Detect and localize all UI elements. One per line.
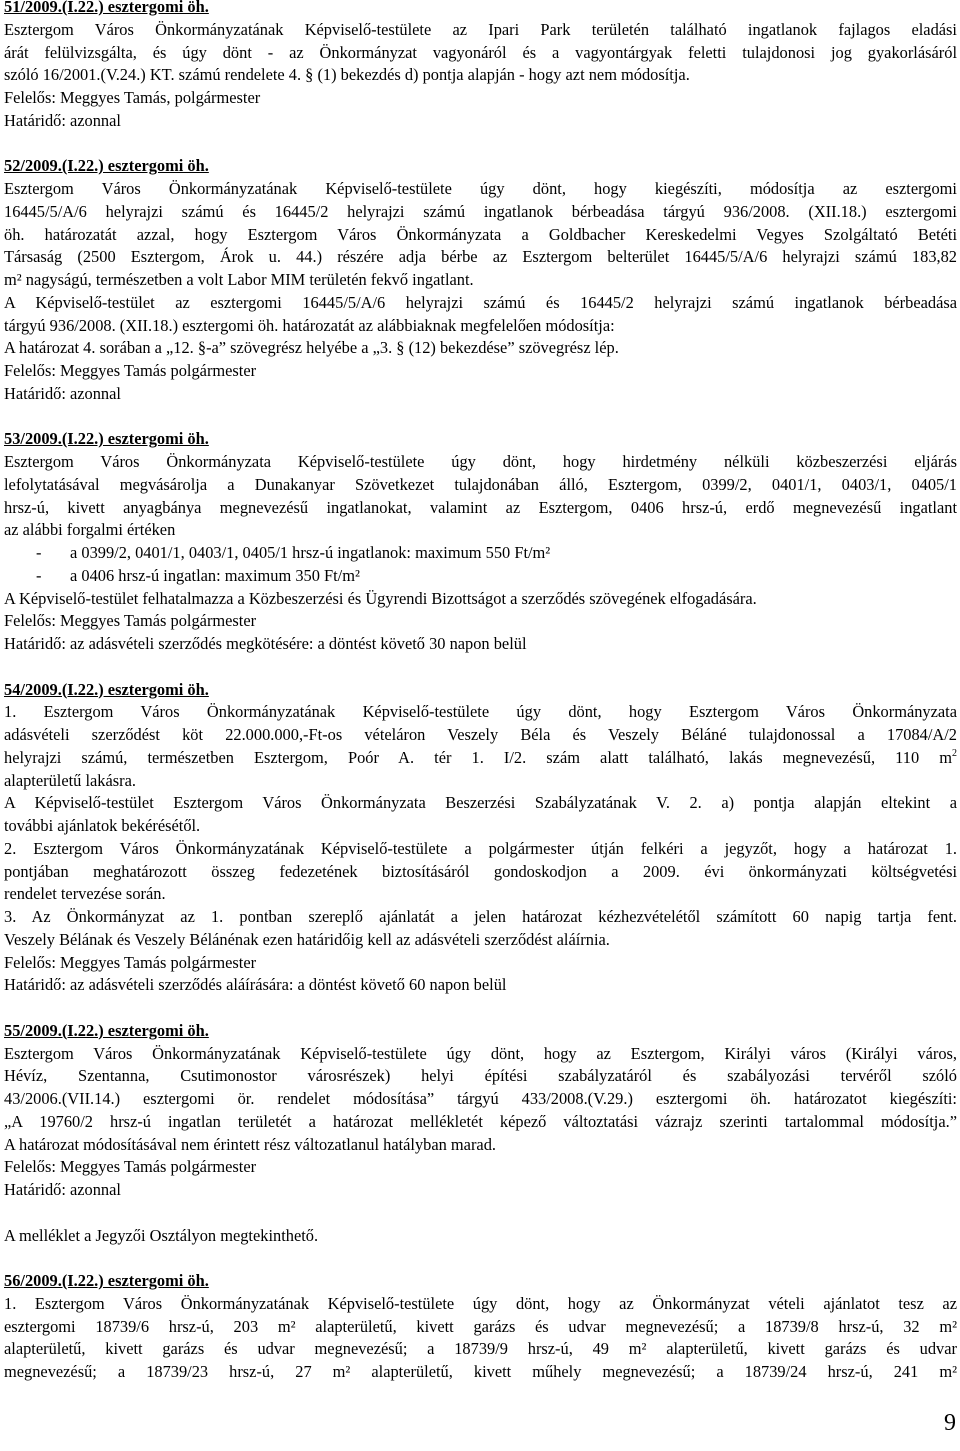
resolution-heading: 54/2009.(I.22.) esztergomi öh. [4,679,209,699]
text-line: Határidő: azonnal [4,383,121,403]
list-item [4,565,957,588]
text-line: adásvételi szerződést köt 22.000.000,-Ft-os vételáron Veszely Béla és Veszely Béláné tulajdonossal a 17084/A/2 [4,725,957,744]
text-line: „A 19760/2 hrsz-ú ingatlan területét a határozat mellékletét képező változtatási vázrajz szerinti tartalommal módosítja.” [4,1111,957,1131]
section-spacer [4,997,957,1020]
text-line: alapterületű, kivett garázs és udvar megnevezésű; a 18739/9 hrsz-ú, 49 m² alapterületű, kivett garázs és udvar [4,1339,957,1359]
text-line: megnevezésű; a 18739/23 hrsz-ú, 27 m² alapterületű, kivett műhely megnevezésű; a 18739/24 hrsz-ú, 241 m² [4,1362,957,1381]
text-line: pontjában meghatározott összeg fedezetének biztosításáról gondoskodjon a 2009. évi önkormányzati költségvetési [4,861,957,881]
list-item-text: a 0406 hrsz-ú ingatlan: maximum 350 Ft/m² [70,565,360,585]
text-line: árát felülvizsgálta, és úgy dönt - az Önkormányzat vagyonáról és a vagyontárgyak feletti tulajdonosi jog gyakorlásáról [4,42,957,62]
text-line: alapterületű lakásra. [4,770,136,790]
section-spacer [4,656,957,679]
text-line: Felelős: Meggyes Tamás polgármester [4,611,257,631]
text-line: Felelős: Meggyes Tamás polgármester [4,361,257,380]
text-line: A Képviselő-testület Esztergom Város Önkormányzata Beszerzési Szabályzatának V. 2. a) pontja alapján eltekint a [4,793,957,813]
text-line: Társaság (2500 Esztergom, Árok u. 44.) részére adja bérbe az Esztergom belterület 16445/5/A/6 helyrajzi számú 183,82 [4,247,957,267]
resolution-heading: 51/2009.(I.22.) esztergomi öh. [4,0,209,16]
text-line: lefolytatásával megvásárolja a Dunakanyar Szövetkezet tulajdonában álló, Esztergom, 0399/2, 0401/1, 0403/1, 0405/1 [4,474,957,494]
text-line: Felelős: Meggyes Tamás, polgármester [4,88,261,107]
text-line: 43/2006.(VII.14.) esztergomi ör. rendelet módosítása” tárgyú 433/2008.(V.29.) esztergomi öh. határozatot kiegészíti: [4,1089,957,1108]
list-item-text: a 0399/2, 0401/1, 0403/1, 0405/1 hrsz-ú ingatlanok: maximum 550 Ft/m² [70,543,551,562]
section-spacer [4,406,957,429]
text-line: Esztergom Város Önkormányzatának Képviselő-testülete úgy dönt, hogy az Esztergom, Királyi város (Királyi város, [4,1043,957,1063]
text-line: Hévíz, Szentanna, Csutimonostor városrészek) helyi építési szabályzatáról és szabályozási tervéről szóló [4,1066,957,1086]
text-line: Határidő: az adásvételi szerződés aláírására: a döntést követő 60 napon belül [4,975,507,995]
resolution-heading: 55/2009.(I.22.) esztergomi öh. [4,1020,209,1040]
text-line: 1. Esztergom Város Önkormányzatának Képviselő-testülete úgy dönt, hogy Esztergom Város Önkormányzata [4,702,957,722]
list-dash: - [36,565,42,585]
section-spacer [4,1247,957,1270]
resolution-heading: 56/2009.(I.22.) esztergomi öh. [4,1271,209,1290]
text-line: A Képviselő-testület felhatalmazza a Közbeszerzési és Ügyrendi Bizottságot a szerződés szövegének elfogadására. [4,588,757,608]
document-page [4,0,957,1384]
text-line: Határidő: az adásvételi szerződés megkötésére: a döntést követő 30 napon belül [4,634,527,653]
list-dash: - [36,543,42,562]
section-spacer [4,133,957,156]
text-line: öh. határozatát azzal, hogy Esztergom Város Önkormányzata a Goldbacher Kereskedelmi Vegyes Szolgáltató Betéti [4,224,957,244]
text-line: A melléklet a Jegyzői Osztályon megtekinthető. [4,1225,319,1245]
text-line: A Képviselő-testület az esztergomi 16445/5/A/6 helyrajzi számú és 16445/2 helyrajzi számú ingatlanok bérbeadása [4,292,957,312]
text-line: tárgyú 936/2008. (XII.18.) esztergomi öh. határozatát az alábbiaknak megfelelően módosítja: [4,315,615,335]
text-line: az alábbi forgalmi értéken [4,520,176,540]
text-line: m² nagyságú, természetben a volt Labor MIM területén fekvő ingatlant. [4,270,474,289]
list-item [4,542,957,565]
blank-line [4,1202,957,1225]
text-line: Esztergom Város Önkormányzatának Képviselő-testülete az Ipari Park területén található ingatlanok fajlagos eladási [4,19,957,39]
text-line: Felelős: Meggyes Tamás polgármester [4,952,257,972]
text-line: Határidő: azonnal [4,1180,121,1199]
text-line: rendelet tervezése során. [4,884,166,904]
text-line: Esztergom Város Önkormányzatának Képviselő-testülete úgy dönt, hogy kiegészíti, módosítja az esztergomi [4,179,957,198]
resolution-heading: 52/2009.(I.22.) esztergomi öh. [4,156,209,176]
line-text: helyrajzi számú, természetben Esztergom, Poór A. tér 1. I/2. szám alatt található, lakás megnevezésű, 110 m [4,747,952,767]
text-line: Felelős: Meggyes Tamás polgármester [4,1157,257,1177]
text-line: további ajánlatok bekérésétől. [4,816,201,835]
text-line: 1. Esztergom Város Önkormányzatának Képviselő-testülete úgy dönt, hogy az Önkormányzat vételi ajánlatot tesz az [4,1293,957,1313]
page-number: 9 [944,1410,956,1436]
text-line: 16445/5/A/6 helyrajzi számú és 16445/2 helyrajzi számú ingatlanok bérbeadása tárgyú 936/2008. (XII.18.) esztergomi [4,201,957,221]
text-line: szóló 16/2001.(V.24.) KT. számú rendelete 4. § (1) bekezdés d) pontja alapján - hogy azt nem módosítja. [4,65,690,85]
text-line [4,747,957,770]
text-line: hrsz-ú, kivett anyagbánya megnevezésű ingatlanokat, valamint az Esztergom, 0406 hrsz-ú, erdő megnevezésű ingatlant [4,497,957,517]
text-line: Veszely Bélának és Veszely Bélánénak ezen határidőig kell az adásvételi szerződést aláírnia. [4,929,610,949]
text-line: esztergomi 18739/6 hrsz-ú, 203 m² alapterületű, kivett garázs és udvar megnevezésű; a 18739/8 hrsz-ú, 32 m² [4,1316,957,1336]
resolution-heading: 53/2009.(I.22.) esztergomi öh. [4,429,209,449]
text-line: Esztergom Város Önkormányzata Képviselő-testülete úgy dönt, hogy hirdetmény nélküli közbeszerzési eljárás [4,452,957,471]
text-line: Határidő: azonnal [4,110,121,130]
text-line: 2. Esztergom Város Önkormányzatának Képviselő-testülete a polgármester útján felkéri a jegyzőt, hogy a határozat 1. [4,838,957,858]
superscript: 2 [952,747,957,759]
text-line: A határozat módosításával nem érintett rész változatlanul hatályban marad. [4,1134,496,1154]
text-line: 3. Az Önkormányzat az 1. pontban szereplő ajánlatát a jelen határozat kézhezvételétől számított 60 napig tartja fent. [4,907,957,926]
text-line: A határozat 4. sorában a „12. §-a” szövegrész helyébe a „3. § (12) bekezdése” szövegrész lép. [4,338,619,358]
